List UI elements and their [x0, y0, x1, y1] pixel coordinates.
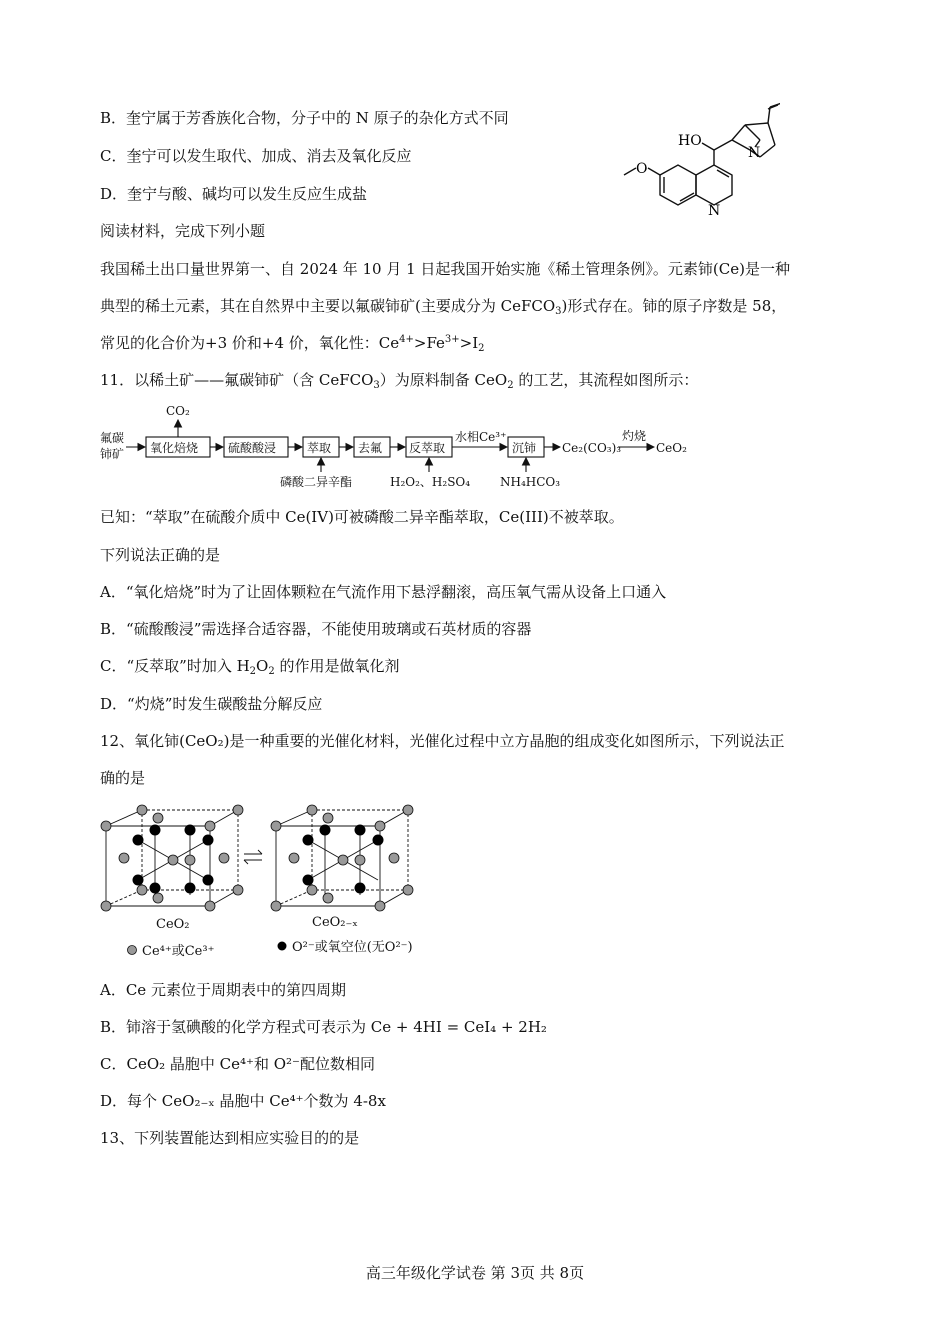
q11-option-b: B．“硫酸酸浸”需选择合适容器，不能使用玻璃或石英材质的容器	[100, 620, 532, 638]
q12-option-a: A．Ce 元素位于周期表中的第四周期	[100, 981, 346, 999]
q10-option-c: C．奎宁可以发生取代、加成、消去及氧化反应	[100, 147, 412, 165]
q13-stem: 13、下列装置能达到相应实验目的的是	[100, 1129, 360, 1147]
mol-ho-label: HO	[678, 133, 702, 149]
flow-step-back-extraction: 反萃取	[409, 441, 446, 455]
flow-co2: CO₂	[166, 404, 190, 418]
reading-line-3: 常见的化合价为+3 价和+4 价，氧化性：$Ce^{4+}>Fe^{3+}>I_2$	[100, 334, 485, 354]
crystal-label-ceo2-x: CeO₂₋ₓ	[312, 915, 358, 930]
mol-n-label: N	[708, 203, 721, 219]
legend-ce: Ce⁴⁺或Ce³⁺	[142, 944, 215, 959]
quinine-structure	[610, 95, 780, 235]
q10-option-b: B．奎宁属于芳香族化合物，分子中的 N 原子的杂化方式不同	[100, 109, 509, 127]
reading-line-1: 我国稀土出口量世界第一、自 2024 年 10 月 1 日起我国开始实施《稀土管理条例》。元素铈(Ce)是一种	[100, 260, 790, 278]
flow-step-precipitation: 沉铈	[512, 441, 537, 455]
flow-reagent-extractant: 磷酸二异辛酯	[280, 475, 353, 489]
q11-option-d: D．“灼烧”时发生碳酸盐分解反应	[100, 695, 323, 713]
q12-option-b: B．铈溶于氢碘酸的化学方程式可表示为 Ce + 4HI = CeI₄ + 2H₂	[100, 1018, 547, 1036]
mol-n2-label: N	[748, 145, 761, 161]
q12-option-d: D．每个 CeO₂₋ₓ 晶胞中 Ce⁴⁺个数为 4-8x	[100, 1092, 386, 1110]
page-footer: 高三年级化学试卷 第 3页 共 8页	[365, 1264, 585, 1282]
flow-step-defluorination: 去氟	[358, 441, 383, 455]
flow-raw-2: 铈矿	[100, 447, 125, 461]
flow-step-acid-leach: 硫酸酸浸	[228, 441, 277, 455]
flow-aqueous-ce3: 水相Ce³⁺	[455, 430, 507, 444]
reading-line-2: 典型的稀土元素，其在自然界中主要以氟碳铈矿(主要成分为 CeFCO$_3$)形式存在。铈的原子序数是 58，	[100, 297, 787, 317]
flow-reagent-nh4hco3: NH₄HCO₃	[500, 475, 561, 489]
flow-raw-1: 氟碳	[100, 431, 125, 445]
flow-step-oxidation: 氧化焙烧	[150, 441, 199, 455]
crystal-label-ceo2: CeO₂	[156, 917, 190, 932]
mol-o-label: O	[636, 161, 648, 177]
process-flow-diagram	[98, 400, 698, 500]
q11-prompt: 下列说法正确的是	[100, 546, 221, 564]
q10-option-d: D．奎宁与酸、碱均可以发生反应生成盐	[100, 185, 368, 203]
q11-option-a: A．“氧化焙烧”时为了让固体颗粒在气流作用下悬浮翻滚，高压氧气需从设备上口通入	[100, 583, 667, 601]
flow-product-ce2co33: Ce₂(CO₃)₃	[562, 441, 622, 455]
reading-intro: 阅读材料，完成下列小题	[100, 222, 266, 240]
q11-stem: 11．以稀土矿——氟碳铈矿（含 CeFCO$_3$）为原料制备 CeO$_2$ 的工艺，其流程如图所示：	[100, 371, 699, 391]
legend-o: O²⁻或氧空位(无O²⁻)	[292, 940, 413, 955]
q12-stem-line-1: 12、氧化铈(CeO₂)是一种重要的光催化材料，光催化过程中立方晶胞的组成变化如图所示，下列说法正	[100, 732, 785, 750]
q12-option-c: C．CeO₂ 晶胞中 Ce⁴⁺和 O²⁻配位数相同	[100, 1055, 375, 1073]
q12-stem-line-2: 确的是	[100, 769, 146, 787]
crystal-cell-diagram	[98, 800, 443, 960]
flow-reagent-h2o2-h2so4: H₂O₂、H₂SO₄	[390, 475, 471, 489]
flow-burn-label: 灼烧	[622, 429, 647, 443]
flow-step-extraction: 萃取	[307, 441, 332, 455]
q11-known: 已知：“萃取”在硫酸介质中 Ce(IV)可被磷酸二异辛酯萃取，Ce(III)不被萃取。	[100, 508, 624, 526]
flow-product-ceo2: CeO₂	[656, 441, 687, 455]
q11-option-c: C．“反萃取”时加入 $H_2O_2$ 的作用是做氧化剂	[100, 657, 400, 677]
